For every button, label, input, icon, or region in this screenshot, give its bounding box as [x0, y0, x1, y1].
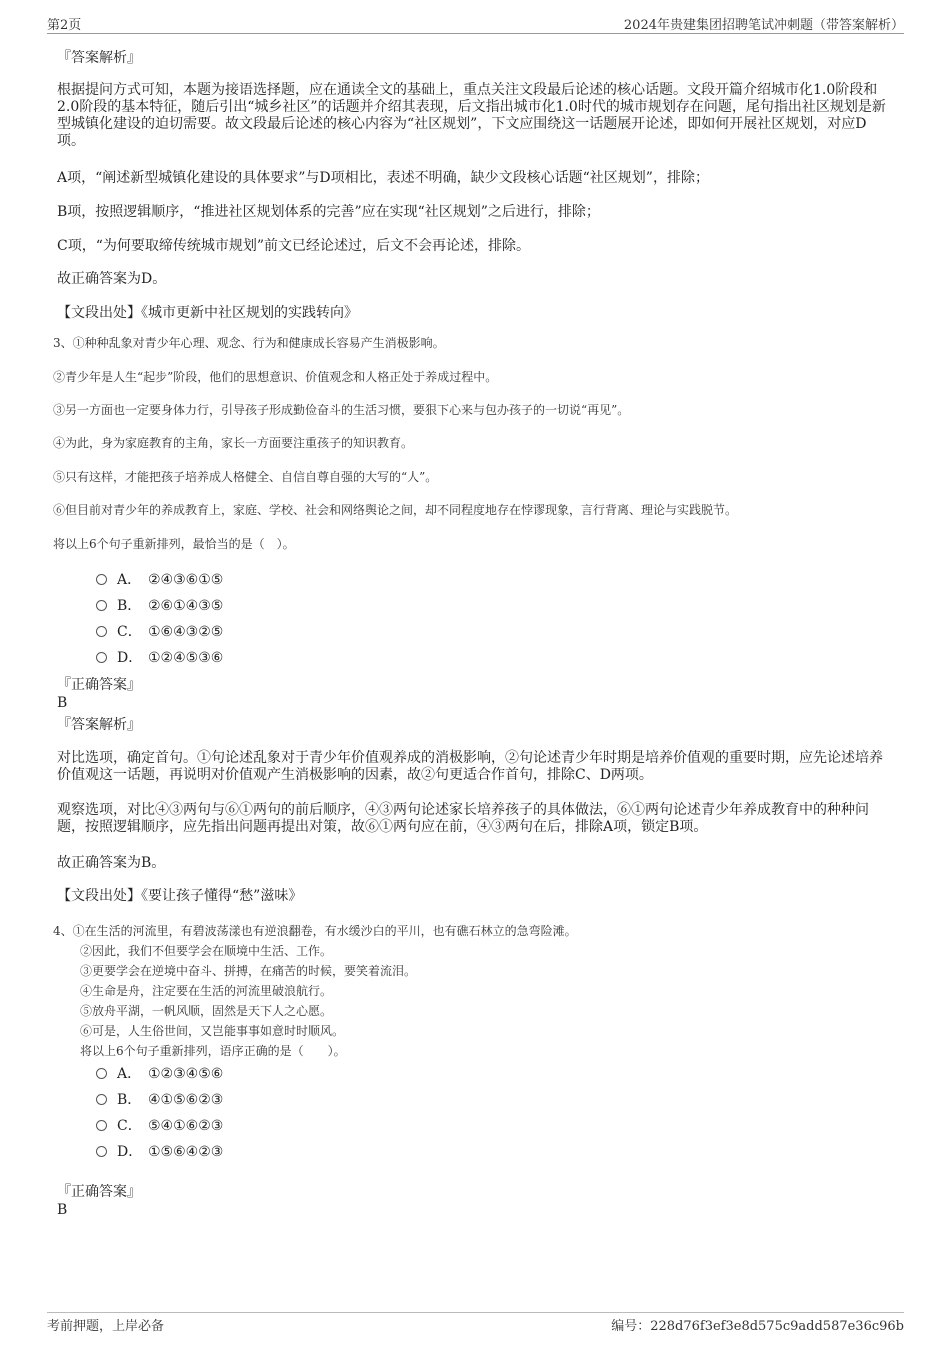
q3-correct-heading: 『正确答案』: [57, 677, 141, 693]
q4-option-b[interactable]: B． ④①⑤⑥②③: [96, 1091, 223, 1109]
q2-analysis-para1: 根据提问方式可知，本题为接语选择题，应在通读全文的基础上，重点关注文段最后论述的核心话题。文段开篇介绍城市化1.0阶段和2.0阶段的基本特征，随后引出“城乡社区”的话题并介绍其表现，后文指出城市化1.0时代的城市规划存在问题，尾句指出社区规划是新型城镇化建设的迫切需要。故文段最后论述的核心内容为“社区规划”，下文应围绕这一话题展开论述，即如何开展社区规划，对应D项。: [57, 82, 886, 149]
q3-sentence-5: ⑤只有这样，才能把孩子培养成人格健全、自信自尊自强的大写的“人”。: [53, 470, 438, 484]
page-footer: [47, 1312, 904, 1335]
radio-icon[interactable]: [96, 1146, 107, 1157]
radio-icon[interactable]: [96, 1068, 107, 1079]
radio-icon[interactable]: [96, 600, 107, 611]
q3-option-b[interactable]: B． ②⑥①④③⑤: [96, 597, 223, 615]
q3-analysis-para2: 观察选项，对比④③两句与⑥①两句的前后顺序，④③两句论述家长培养孩子的具体做法，⑥①两句论述青少年养成教育中的种种问题，按照逻辑顺序，应先指出问题再提出对策，故⑥①两句应在前，④③两句在后，排除A项，锁定B项。: [57, 802, 869, 835]
q4-sentence-4: ④生命是舟，注定要在生活的河流里破浪航行。: [80, 984, 333, 998]
q3-analysis-para1: 对比选项，确定首句。①句论述乱象对于青少年价值观养成的消极影响，②句论述青少年时期是培养价值观的重要时期，应先论述培养价值观这一话题，再说明对价值观产生消极影响的因素，故②句更适合作首句，排除C、D两项。: [57, 750, 883, 783]
q4-sentence-1: 4、①在生活的河流里，有碧波荡漾也有逆浪翻卷，有水缓沙白的平川，也有礁石林立的急弯险滩。: [53, 924, 577, 938]
radio-icon[interactable]: [96, 626, 107, 637]
q4-option-c[interactable]: C． ⑤④①⑥②③: [96, 1117, 223, 1135]
q4-sentence-5: ⑤放舟平湖，一帆风顺，固然是天下人之心愿。: [80, 1004, 333, 1018]
footer-slogan: 考前押题，上岸必备: [47, 1319, 165, 1334]
q3-option-c[interactable]: C． ①⑥④③②⑤: [96, 623, 223, 641]
q2-answer-line: 故正确答案为D。: [57, 271, 167, 287]
page-number: 第2页: [47, 18, 82, 33]
q4-prompt: 将以上6个句子重新排列，语序正确的是（ ）。: [80, 1044, 346, 1058]
document-title: 2024年贵建集团招聘笔试冲刺题（带答案解析）: [623, 18, 904, 33]
q3-sentence-1: 3、①种种乱象对青少年心理、观念、行为和健康成长容易产生消极影响。: [53, 336, 445, 350]
radio-icon[interactable]: [96, 574, 107, 585]
document-code: 编号：228d76f3ef3e8d575c9add587e36c96b: [611, 1319, 904, 1334]
q2-analysis-para3: B项，按照逻辑顺序，“推进社区规划体系的完善”应在实现“社区规划”之后进行，排除；: [57, 204, 600, 220]
q3-option-a[interactable]: A． ②④③⑥①⑤: [96, 571, 223, 589]
q3-option-d[interactable]: D． ①②④⑤③⑥: [96, 649, 223, 667]
q3-prompt: 将以上6个句子重新排列，最恰当的是（ ）。: [53, 537, 295, 551]
q3-correct-answer: B: [57, 695, 68, 711]
q3-sentence-6: ⑥但目前对青少年的养成教育上，家庭、学校、社会和网络舆论之间，却不同程度地存在悖谬现象，言行背离、理论与实践脱节。: [53, 503, 738, 517]
q3-source: 【文段出处】《要让孩子懂得“愁”滋味》: [57, 888, 303, 904]
radio-icon[interactable]: [96, 1094, 107, 1105]
q3-sentence-3: ③另一方面也一定要身体力行，引导孩子形成勤俭奋斗的生活习惯，要狠下心来与包办孩子的一切说“再见”。: [53, 403, 630, 417]
q4-correct-heading: 『正确答案』: [57, 1184, 141, 1200]
q2-source: 【文段出处】《城市更新中社区规划的实践转向》: [57, 305, 358, 321]
q4-sentence-6: ⑥可是，人生俗世间，又岂能事事如意时时顺风。: [80, 1024, 345, 1038]
q4-correct-answer: B: [57, 1202, 68, 1218]
q4-sentence-2: ②因此，我们不但要学会在顺境中生活、工作。: [80, 944, 333, 958]
q3-sentence-2: ②青少年是人生“起步”阶段，他们的思想意识、价值观念和人格正处于养成过程中。: [53, 370, 498, 384]
q4-sentence-3: ③更要学会在逆境中奋斗、拼搏，在痛苦的时候，要笑着流泪。: [80, 964, 417, 978]
q3-answer-line: 故正确答案为B。: [57, 855, 166, 871]
q2-analysis-para4: C项，“为何要取缔传统城市规划”前文已经论述过，后文不会再论述，排除。: [57, 238, 531, 254]
q2-analysis-para2: A项，“阐述新型城镇化建设的具体要求”与D项相比，表述不明确，缺少文段核心话题“社区规划”，排除；: [57, 170, 709, 186]
q3-analysis-heading: 『答案解析』: [57, 717, 141, 733]
radio-icon[interactable]: [96, 1120, 107, 1131]
q3-sentence-4: ④为此，身为家庭教育的主角，家长一方面要注重孩子的知识教育。: [53, 436, 414, 450]
q4-option-d[interactable]: D． ①⑤⑥④②③: [96, 1143, 223, 1161]
q4-option-a[interactable]: A． ①②③④⑤⑥: [96, 1065, 223, 1083]
q2-analysis-heading: 『答案解析』: [57, 50, 141, 66]
page-header: [47, 14, 904, 34]
radio-icon[interactable]: [96, 652, 107, 663]
